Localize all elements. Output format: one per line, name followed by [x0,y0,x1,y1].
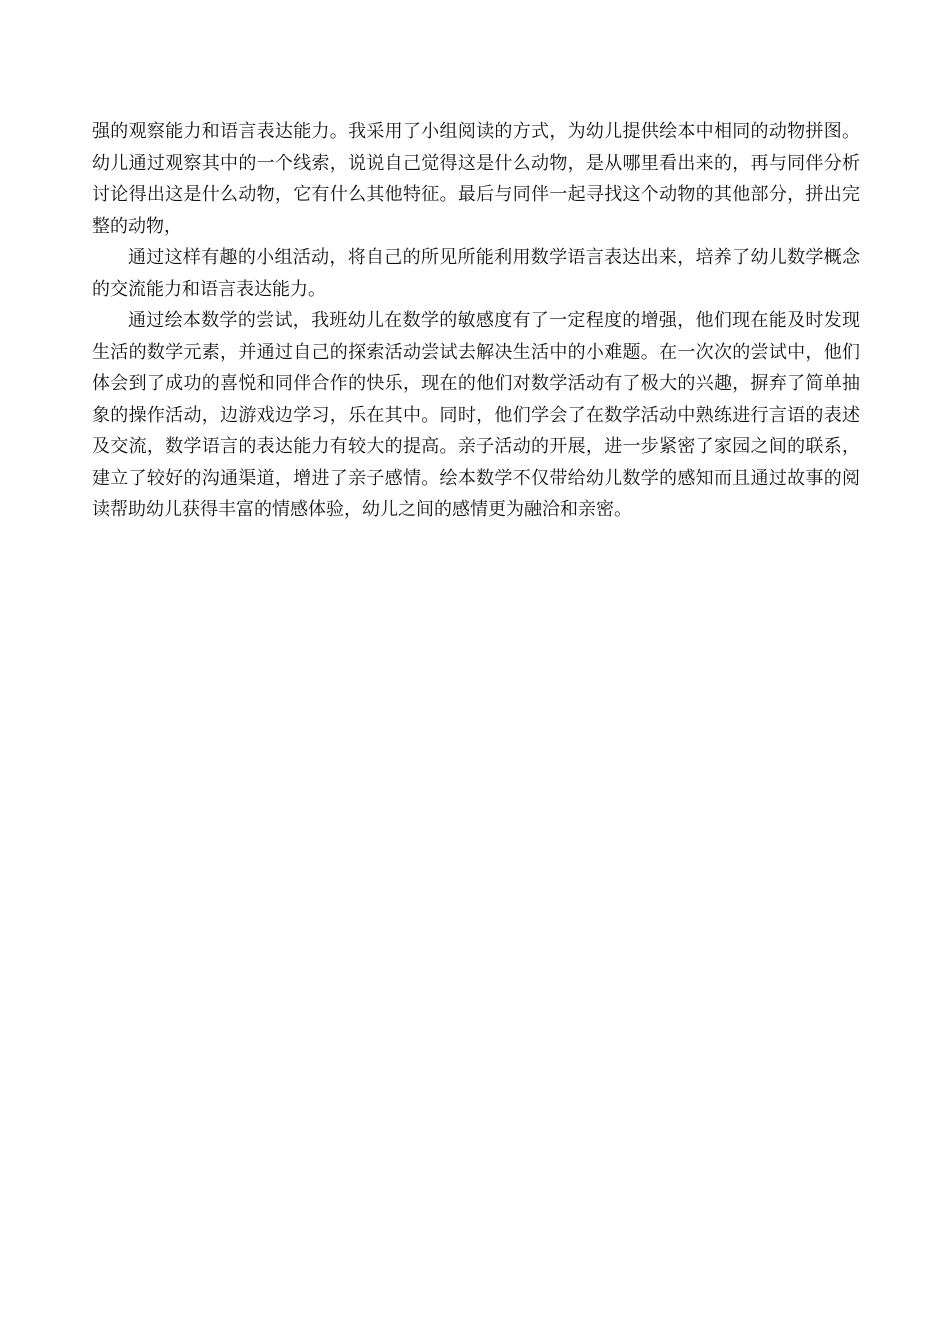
paragraph-group-activity: 通过这样有趣的小组活动，将自己的所见所能利用数学语言表达出来，培养了幼儿数学概念的交流能力和语言表达能力。 [92,247,860,300]
document-body [92,116,860,526]
paragraph-continuation: 强的观察能力和语言表达能力。我采用了小组阅读的方式，为幼儿提供绘本中相同的动物拼图。幼儿通过观察其中的一个线索，说说自己觉得这是什么动物，是从哪里看出来的，再与同伴分析讨论得出这是什么动物，它有什么其他特征。最后与同伴一起寻找这个动物的其他部分，拼出完整的动物， [92,121,860,237]
paragraph-conclusion: 通过绘本数学的尝试，我班幼儿在数学的敏感度有了一定程度的增强，他们现在能及时发现生活的数学元素，并通过自己的探索活动尝试去解决生活中的小难题。在一次次的尝试中，他们体会到了成功的喜悦和同伴合作的快乐，现在的他们对数学活动有了极大的兴趣，摒弃了简单抽象的操作活动，边游戏边学习，乐在其中。同时，他们学会了在数学活动中熟练进行言语的表述及交流，数学语言的表达能力有较大的提高。亲子活动的开展，进一步紧密了家园之间的联系，建立了较好的沟通渠道，增进了亲子感情。绘本数学不仅带给幼儿数学的感知而且通过故事的阅读帮助幼儿获得丰富的情感体验，幼儿之间的感情更为融洽和亲密。 [92,310,860,520]
